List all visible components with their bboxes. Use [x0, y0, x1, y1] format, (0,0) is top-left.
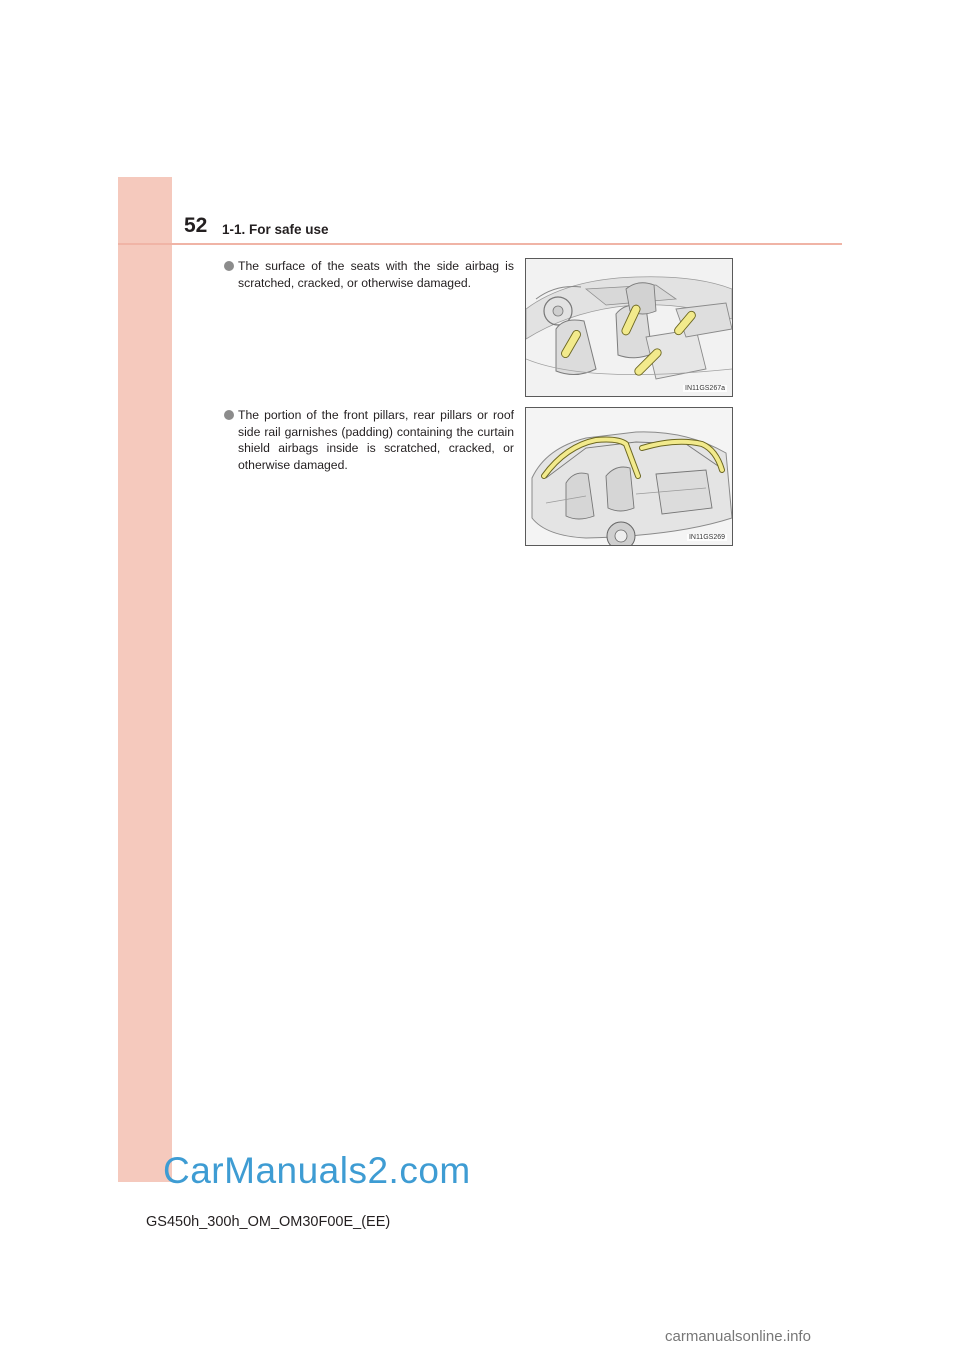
page-number: 52	[184, 214, 208, 237]
curtain-airbag-illustration	[526, 408, 732, 545]
figure-curtain-airbag	[525, 407, 733, 546]
bullet-dot-icon	[224, 261, 234, 271]
bullet-text: The surface of the seats with the side airbag is scratched, cracked, or otherwise damaged.	[238, 259, 514, 290]
source-mark: carmanualsonline.info	[665, 1328, 811, 1345]
watermark-logo: CarManuals2.com	[163, 1150, 471, 1191]
bullet-text: The portion of the front pillars, rear pillars or roof side rail garnishes (padding) containing the curtain shield airbags inside is scratched, cracked, or otherwise damaged.	[238, 408, 514, 472]
section-title: 1-1. For safe use	[222, 222, 329, 237]
figure-code: IN11GS269	[688, 534, 725, 541]
footer-doc-code: GS450h_300h_OM_OM30F00E_(EE)	[146, 1214, 391, 1230]
bullet-item-seat-surface	[224, 258, 514, 291]
figure-code: IN11GS267a	[685, 385, 725, 392]
bullet-dot-icon	[224, 410, 234, 420]
bullet-item-pillar-garnish	[224, 407, 514, 473]
side-airbag-seats-illustration	[526, 259, 732, 396]
header-rule	[118, 243, 842, 245]
chapter-sidebar-band	[118, 177, 172, 1182]
figure-side-airbag-seats	[525, 258, 733, 397]
